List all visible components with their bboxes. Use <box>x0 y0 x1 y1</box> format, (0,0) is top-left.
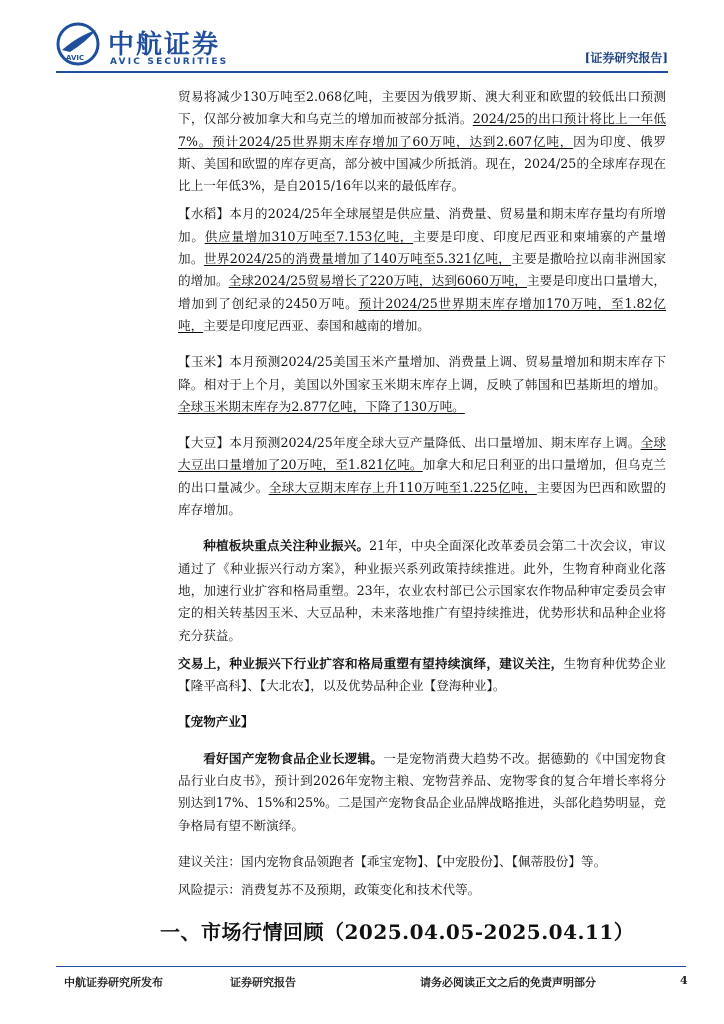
underlined-text: 全球大豆期末库存上升110万吨至1.225亿吨， <box>268 479 537 495</box>
rice-paragraph <box>178 203 666 337</box>
text-span: 主要是印度、印度尼西亚和柬埔寨的产量增加。 <box>178 228 667 267</box>
bold-lead: 交易上，种业振兴下行业扩容和格局重塑有望持续演绎，建议关注， <box>178 655 564 671</box>
wheat-paragraph-continued <box>178 86 666 197</box>
pet-recommendation: 建议关注：国内宠物食品领跑者【乖宝宠物】、【中宠股份】、【佩蒂股份】等。 <box>178 853 607 869</box>
text-span: 21年，中央全面深化改革委员会第二十次会议，审议通过了《种业振兴行动方案》，种业振兴系列政策持续推进。此外，生物育种商业化落地，加速行业扩容和格局重塑。23年，农业农村部已公示国家农作物品种审定委员会审定的相关转基因玉米、大豆品种，未来落地推广有望持续推进，优势形状和品种企业将充分获益。 <box>178 538 666 643</box>
text-span: 加拿大和尼日利亚的出口量增加，但乌克兰的出口量减少。 <box>178 457 666 495</box>
bold-lead: 看好国产宠物食品企业长逻辑。 <box>203 750 384 766</box>
pet-industry-heading: 【宠物产业】 <box>178 714 254 730</box>
underlined-text: 预计2024/25世界期末库存增加170万吨，至1.82亿吨， <box>178 295 666 333</box>
underlined-text: 2024/25的出口预计将比上一年低7%。预计2024/25世界期末库存增加了60万吨，达到2.607亿吨， <box>178 111 667 149</box>
page-number: 4 <box>680 974 688 987</box>
avic-wing-logo-icon <box>56 22 100 66</box>
page-header <box>56 18 668 74</box>
bold-lead: 种植板块重点关注种业振兴。 <box>203 538 370 554</box>
risk-warning: 风险提示：消费复苏不及预期，政策变化和技术代等。 <box>178 882 481 898</box>
logo-badge-text: AVIC <box>66 54 85 62</box>
text-span: 主要因为巴西和欧盟的库存增加。 <box>178 479 667 518</box>
corn-paragraph <box>178 351 666 418</box>
report-body <box>178 86 666 916</box>
text-span: 【水稻】本月的2024/25年全球展望是供应量、消费量、贸易量和期末库存量均有所增加。 <box>178 206 666 244</box>
seed-industry-paragraph <box>178 535 666 646</box>
text-span: 【玉米】本月预测2024/25美国玉米产量增加、消费量上调、贸易量增加和期末库存下降。相对于上个月，美国以外国家玉米期末库存上调，反映了韩国和巴基斯坦的增加。 <box>178 354 666 392</box>
soybean-paragraph <box>178 432 666 521</box>
text-span: 贸易将减少130万吨至2.068亿吨，主要因为俄罗斯、澳大利亚和欧盟的较低出口预测下，仅部分被加拿大和乌克兰的增加而被部分抵消。 <box>178 89 666 127</box>
underlined-text: 全球大豆出口量增加了20万吨，至1.821亿吨。 <box>178 435 667 473</box>
footer-report-type: 证券研究报告 <box>230 976 296 989</box>
underlined-text: 全球玉米期末库存为2.877亿吨，下降了130万吨。 <box>178 398 465 414</box>
text-span: 主要是印度出口量增大，增加到了创纪录的2450万吨。 <box>178 273 667 311</box>
footer-publisher: 中航证券研究所发布 <box>64 976 163 989</box>
section-title: 一、市场行情回顾（2025.04.05-2025.04.11） <box>160 920 635 944</box>
underlined-text: 世界2024/25的消费量增加了140万吨至5.321亿吨， <box>203 251 512 267</box>
text-span: 一是宠物消费大趋势不改。据德勤的《中国宠物食品行业白皮书》，预计到2026年宠物主粮、宠物营养品、宠物零食的复合年增长率将分别达到17%、15%和25%。二是国产宠物食品企业品牌战略推进，头部化趋势明显，竞争格局有望不断演绎。 <box>178 750 667 833</box>
pet-food-paragraph <box>178 748 666 837</box>
header-divider <box>56 71 668 73</box>
underlined-text: 供应量增加310万吨至7.153亿吨， <box>204 228 414 244</box>
footer-divider <box>56 966 686 967</box>
trading-paragraph <box>178 653 666 698</box>
text-span: 因为印度、俄罗斯、美国和欧盟的库存更高，部分被中国减少所抵消。现在，2024/25的全球库存现在比上一年低3%，是自2015/16年以来的最低库存。 <box>178 133 666 194</box>
text-span: 主要是印度尼西亚、泰国和越南的增加。 <box>203 317 430 333</box>
text-span: 主要是撒哈拉以南非洲国家的增加。 <box>178 251 667 289</box>
brand-name-cn: 中航证券 <box>108 30 221 60</box>
underlined-text: 全球2024/25贸易增长了220万吨，达到6060万吨， <box>228 273 527 289</box>
footer-disclaimer: 请务必阅读正文之后的免责声明部分 <box>420 976 596 989</box>
text-span: 生物育种优势企业【隆平高科】、【大北农】，以及优势品种企业【登海种业】。 <box>178 655 667 694</box>
brand-name-en: AVIC SECURITIES <box>110 57 229 67</box>
text-span: 【大豆】本月预测2024/25年度全球大豆产量降低、出口量增加、期末库存上调。 <box>178 435 641 451</box>
report-type-tag: [证券研究报告] <box>584 51 668 65</box>
